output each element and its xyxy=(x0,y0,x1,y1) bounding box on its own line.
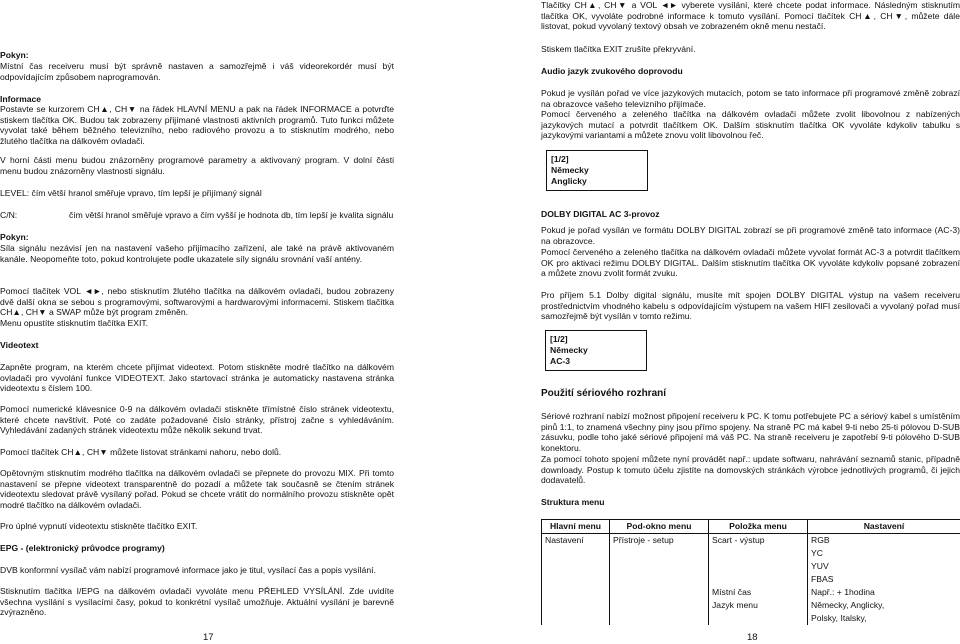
dolby-box-line: [1/2] xyxy=(550,334,642,345)
table-cell xyxy=(709,547,808,560)
page-number-right: 18 xyxy=(747,633,758,644)
table-cell: Místní čas xyxy=(709,586,808,599)
table-row xyxy=(542,586,960,599)
level-text: LEVEL: čím větší hranol směřuje vpravo, tím lepší je přijímaný signál xyxy=(0,188,394,199)
table-header-cell: Položka menu xyxy=(709,520,808,534)
table-cell: Přístroje - setup xyxy=(610,534,709,548)
table-cell xyxy=(542,586,610,599)
table-row xyxy=(542,573,960,586)
table-cell: Např.: + 1hodina xyxy=(808,586,960,599)
informace-text: Postavte se kurzorem CH▲, CH▼ na řádek HLAVNÍ MENU a pak na řádek INFORMACE a potvrďte stiskem tlačítka OK. Budou tak zobrazeny přijímané vlastnosti aktivních programů. Tuto funkci můžete vyvolat také během běžného televizního, nebo radiového provozu a to stisknutím modrého, nebo žlutého tlačítka na dálkovém ovladači. xyxy=(0,104,394,146)
table-cell xyxy=(542,547,610,560)
audio-text-2: Pomocí červeného a zeleného tlačítka na dálkovém ovladači můžete zvolit libovolnou z nabízených jazykových mutací a potvrdit tlačítkem OK. Dalším stisknutím tlačítka OK vyvoláte kdykoliv tabulku s jazykovými variantami a můžete znovu volit libovolnou řeč. xyxy=(541,109,960,141)
pokyn-heading: Pokyn: xyxy=(0,50,394,61)
table-cell xyxy=(610,547,709,560)
epg-text-1: DVB konformní vysílač vám nabízí programové informace jako je titul, vysílací čas a popis vysílání. xyxy=(0,565,394,576)
cn-text: čím větší hranol směřuje vpravo a čím vyšší je hodnota db, tím lepší je kvalita signálu xyxy=(69,210,393,221)
videotext-text-2: Pomocí numerické klávesnice 0-9 na dálkovém ovladači stiskněte třímístné číslo stránek videotextu, které chcete navštívit. Poté co zadáte požadované číslo stránky, přístroj začne s vyhledáváním. Vyhledávání zadaných stránek videotextu může několik sekund trvat. xyxy=(0,404,394,436)
menu-exit-text: Menu opustíte stisknutím tlačítka EXIT. xyxy=(0,318,394,329)
table-cell xyxy=(610,560,709,573)
table-cell xyxy=(610,612,709,625)
upper-lower-text: V horní části menu budou znázorněny programové parametry a aktivovaný program. V dolní části menu budou znázorněny vlastnosti signálu. xyxy=(0,155,394,176)
videotext-text-4: Opětovným stisknutím modrého tlačítka na dálkovém ovladači se přepnete do provozu MIX. Při tomto nastavení se přepne videotext transparentně do pozadí a můžete tak současně se čtením stránek videotextu sledovat právě vysílaný pořad. Pokud se chcete vrátit do normálního provozu stiskněte opět modré tlačítko na dálkovém ovladači. xyxy=(0,468,394,510)
dolby-text-1: Pokud je pořad vysílán ve formátu DOLBY DIGITAL zobrazí se při programové změně tato informace (AC-3) na obrazovce. xyxy=(541,225,960,246)
audio-box-line: Německy xyxy=(551,165,643,176)
table-cell: Nastavení xyxy=(542,534,610,548)
table-cell xyxy=(610,586,709,599)
cn-label: C/N: xyxy=(0,210,17,221)
menu-structure-table xyxy=(541,519,960,625)
informace-heading: Informace xyxy=(0,94,394,105)
audio-box-line: [1/2] xyxy=(551,154,643,165)
table-cell xyxy=(709,560,808,573)
table-row xyxy=(542,612,960,625)
overlay-exit-text: Stiskem tlačítka EXIT zrušíte překryvání. xyxy=(541,44,960,55)
table-cell xyxy=(610,573,709,586)
serial-heading: Použití sériového rozhraní xyxy=(541,389,960,400)
epg-continued-text: Tlačítky CH▲, CH▼ a VOL ◄► vyberete vysílání, které chcete podat informace. Následným stisknutím tlačítka OK, vyvoláte podrobné informace k tomuto vysílání. Pomocí tlačítek CH▲, CH▼, můžete dále listovat, pokud vyvolaný textový obsah ve zobrazeném okně menu nestačí. xyxy=(541,0,960,32)
epg-heading: EPG - (elektronický průvodce programy) xyxy=(0,543,394,554)
table-cell: Scart - výstup xyxy=(709,534,808,548)
table-row xyxy=(542,534,960,548)
dolby-text-2: Pomocí červeného a zeleného tlačítka na dálkovém ovladači můžete vyvolat formát AC-3 a potvrdit tlačítkem OK pro aktivaci režimu DOLBY DIGITAL. Dalším stisknutím tlačítka OK vyvoláte kdykoliv popsané zobrazení a můžete znovu zvolit formát zvuku. xyxy=(541,247,960,279)
audio-language-osd-box xyxy=(546,150,648,191)
table-cell xyxy=(709,573,808,586)
pokyn-text: Místní čas receiveru musí být správně nastaven a samozřejmě i váš videorekordér musí být odpovídajícím způsobem naprogramován. xyxy=(0,61,394,82)
pokyn2-heading: Pokyn: xyxy=(0,232,394,243)
table-row xyxy=(542,547,960,560)
table-row xyxy=(542,599,960,612)
serial-text-1: Sériové rozhraní nabízí možnost připojení receiveru k PC. K tomu potřebujete PC a sériový kabel s umístěním pinů 1:1, to znamená všechny piny jsou přímo spojeny. Na straně PC má kabel 9-ti nebo 25-ti pólovou D-SUB zásuvku, podle toho jaké sériové připojení má váš PC. Na straně receiveru je zapotřebí 9-ti pólového D-SUB konektoru. xyxy=(541,411,960,453)
videotext-text-3: Pomocí tlačítek CH▲, CH▼ můžete listovat stránkami nahoru, nebo dolů. xyxy=(0,447,394,458)
table-cell: YC xyxy=(808,547,960,560)
table-row xyxy=(542,560,960,573)
table-cell xyxy=(542,573,610,586)
table-cell: Jazyk menu xyxy=(709,599,808,612)
table-header-row xyxy=(542,520,960,534)
videotext-text-1: Zapněte program, na kterém chcete přijímat videotext. Potom stiskněte modré tlačítko na dálkovém ovladači pro vyvolání funkce VIDEOTEXT. Jako startovací stránka je automaticky nastavena stránka videotextu s číslem 100. xyxy=(0,362,394,394)
videotext-heading: Videotext xyxy=(0,340,394,351)
serial-text-2: Za pomocí tohoto spojení můžete nyní provádět např.: update softwaru, nahrávání seznamů stanic, případně downloady. Postup k tomuto účelu zjistíte na domovských stránkách výrobce jednotlivých programů, či jejich dodavatelů. xyxy=(541,454,960,486)
videotext-text-5: Pro úplné vypnutí videotextu stiskněte tlačítko EXIT. xyxy=(0,521,394,532)
table-cell xyxy=(542,612,610,625)
table-cell: RGB xyxy=(808,534,960,548)
table-cell: YUV xyxy=(808,560,960,573)
dolby-box-line: Německy xyxy=(550,345,642,356)
table-cell xyxy=(542,599,610,612)
dolby-osd-box xyxy=(545,330,647,371)
menu-structure-heading: Struktura menu xyxy=(541,497,960,508)
pokyn2-text: Síla signálu nezávisí jen na nastavení vašeho přijímacího zařízení, ale také na právě aktivovaném kanále. Neopomeňte toto, pokud kontrolujete podle ukazatele síly signálu srovnání vaší antény. xyxy=(0,243,394,264)
dolby-text-3: Pro příjem 5.1 Dolby digital signálu, musíte mít spojen DOLBY DIGITAL výstup na vašem receiveru prostřednictvím vhodného kabelu s odpovídajícím výstupem na vašem HIFI zesilovači a vyvolaný pořad musí samozřejmě být vysílán v tomto režimu. xyxy=(541,290,960,322)
table-header-cell: Nastavení xyxy=(808,520,960,534)
table-cell: Německy, Anglicky, xyxy=(808,599,960,612)
epg-text-2: Stisknutím tlačítka I/EPG na dálkovém ovladači vyvoláte menu PŘEHLED VYSÍLÁNÍ. Zde uvidíte všechna vysílání s vysílacími časy, pokud to konkrétní vysílač umožňuje. Aktuální vysílání je barevně zvýrazněno. xyxy=(0,586,394,618)
table-cell xyxy=(610,599,709,612)
audio-heading: Audio jazyk zvukového doprovodu xyxy=(541,66,960,77)
table-cell xyxy=(542,560,610,573)
table-cell xyxy=(709,612,808,625)
table-cell: Polsky, Italsky, xyxy=(808,612,960,625)
table-header-cell: Pod-okno menu xyxy=(610,520,709,534)
vol-text: Pomocí tlačítek VOL ◄►, nebo stisknutím žlutého tlačítka na dálkovém ovladači, budou zobrazeny dvě další okna se sebou s programovými, softwarovými a hardwarovými informacemi. Stiskem tlačítka CH▲, CH▼ a SWAP může být program změněn. xyxy=(0,286,394,318)
table-cell: FBAS xyxy=(808,573,960,586)
audio-text-1: Pokud je vysílán pořad ve více jazykových mutacích, potom se tato informace při programové změně zobrazí na obrazovce vašeho televizního přijímače. xyxy=(541,88,960,109)
page-number-left: 17 xyxy=(203,633,214,644)
audio-box-line: Anglicky xyxy=(551,176,643,187)
table-header-cell: Hlavní menu xyxy=(542,520,610,534)
dolby-heading: DOLBY DIGITAL AC 3-provoz xyxy=(541,209,960,220)
dolby-box-line: AC-3 xyxy=(550,356,642,367)
